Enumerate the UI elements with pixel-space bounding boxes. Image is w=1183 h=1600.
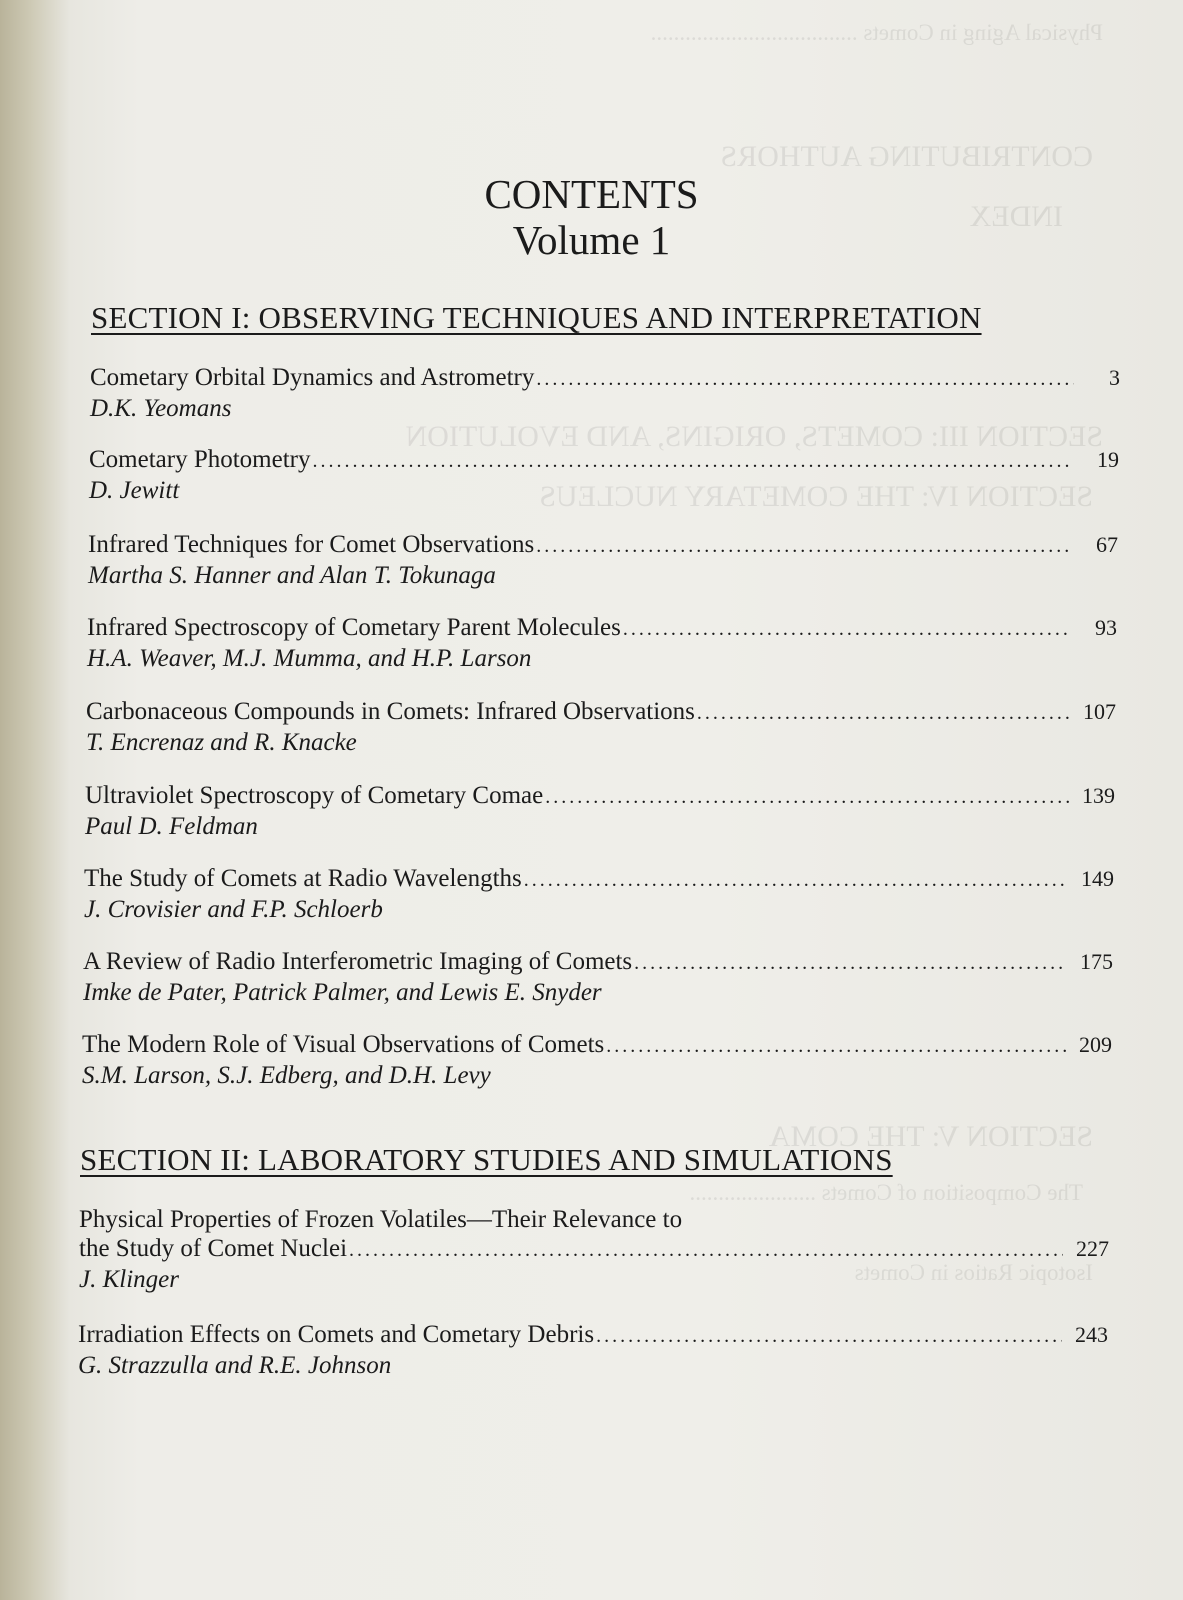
dot-leader	[536, 365, 1074, 394]
entry-page: 139	[1082, 783, 1115, 808]
entry-authors: D.K. Yeomans	[90, 395, 232, 422]
bleed-through-text: Physical Aging in Comets .................................... CONTRIBUTING AUTHORS INDEX SECTION III: COMETS, ORIGINS, AND EVOLUTION SECTION IV: THE COMETARY NUCLEUS SECTION V: THE COMA The Composition of Comets ...................... Isotopic Ratios in Comets	[405, 20, 1103, 1285]
toc-entry[interactable]	[85, 781, 1115, 841]
section-2-heading: SECTION II: LABORATORY STUDIES AND SIMULATIONS	[80, 1142, 893, 1177]
dot-leader	[623, 615, 1071, 644]
toc-entry[interactable]	[89, 445, 1119, 505]
entry-title: The Study of Comets at Radio Wavelengths	[84, 865, 522, 892]
toc-entry[interactable]	[78, 1320, 1108, 1380]
toc-entry[interactable]	[79, 1205, 1109, 1294]
section-1-heading: SECTION I: OBSERVING TECHNIQUES AND INTERPRETATION	[91, 300, 982, 335]
toc-entry[interactable]	[86, 697, 1116, 757]
entry-page: 175	[1080, 949, 1113, 974]
entry-page: 3	[1109, 365, 1120, 390]
entry-page: 93	[1095, 615, 1117, 640]
entry-title: The Modern Role of Visual Observations of Comets	[82, 1031, 605, 1058]
entry-title-line1: Physical Properties of Frozen Volatiles—Their Relevance to	[79, 1206, 683, 1233]
entry-page: 227	[1076, 1236, 1109, 1261]
contents-heading: CONTENTS	[484, 171, 699, 217]
toc-entry[interactable]	[87, 613, 1117, 673]
entry-title: Cometary Photometry	[89, 446, 311, 473]
dot-leader	[524, 866, 1068, 895]
entry-page: 19	[1097, 447, 1119, 472]
entry-authors: Martha S. Hanner and Alan T. Tokunaga	[88, 562, 496, 589]
entry-title: Irradiation Effects on Comets and Cometary Debris	[78, 1321, 595, 1348]
entry-authors: G. Strazzulla and R.E. Johnson	[78, 1352, 392, 1379]
dot-leader	[313, 447, 1074, 476]
entry-authors: J. Crovisier and F.P. Schloerb	[84, 896, 383, 923]
entry-page: 67	[1096, 532, 1118, 557]
entry-authors: Paul D. Feldman	[85, 813, 258, 840]
toc-entry[interactable]	[88, 530, 1118, 590]
toc-entry[interactable]	[83, 947, 1113, 1007]
entry-authors: T. Encrenaz and R. Knacke	[86, 729, 357, 756]
entry-authors: H.A. Weaver, M.J. Mumma, and H.P. Larson	[87, 645, 532, 672]
entry-authors: Imke de Pater, Patrick Palmer, and Lewis E. Snyder	[83, 979, 602, 1006]
entry-authors: S.M. Larson, S.J. Edberg, and D.H. Levy	[82, 1062, 491, 1089]
entry-page: 209	[1079, 1032, 1112, 1057]
entry-page: 243	[1075, 1322, 1108, 1347]
entry-page: 149	[1081, 866, 1114, 891]
dot-leader	[606, 1032, 1066, 1061]
entry-title: Cometary Orbital Dynamics and Astrometry	[90, 364, 535, 391]
entry-page: 107	[1083, 699, 1116, 724]
dot-leader	[697, 699, 1070, 728]
entry-title: Carbonaceous Compounds in Comets: Infrared Observations	[86, 698, 695, 725]
entry-authors: J. Klinger	[79, 1266, 179, 1293]
dot-leader	[596, 1322, 1062, 1351]
entry-authors: D. Jewitt	[89, 477, 180, 504]
entry-title: Infrared Spectroscopy of Cometary Parent Molecules	[87, 614, 621, 641]
dot-leader	[634, 949, 1067, 978]
toc-entry[interactable]	[90, 363, 1120, 423]
volume-heading: Volume 1	[512, 217, 671, 263]
dot-leader	[349, 1236, 1063, 1265]
entry-title: Ultraviolet Spectroscopy of Cometary Comae	[85, 782, 544, 809]
toc-entry[interactable]	[84, 864, 1114, 924]
entry-title: the Study of Comet Nuclei	[79, 1235, 348, 1262]
toc-entry[interactable]	[82, 1030, 1112, 1090]
entry-title: A Review of Radio Interferometric Imaging of Comets	[83, 948, 633, 975]
dot-leader	[545, 783, 1069, 812]
entry-title: Infrared Techniques for Comet Observations	[88, 531, 535, 558]
dot-leader	[536, 532, 1072, 561]
